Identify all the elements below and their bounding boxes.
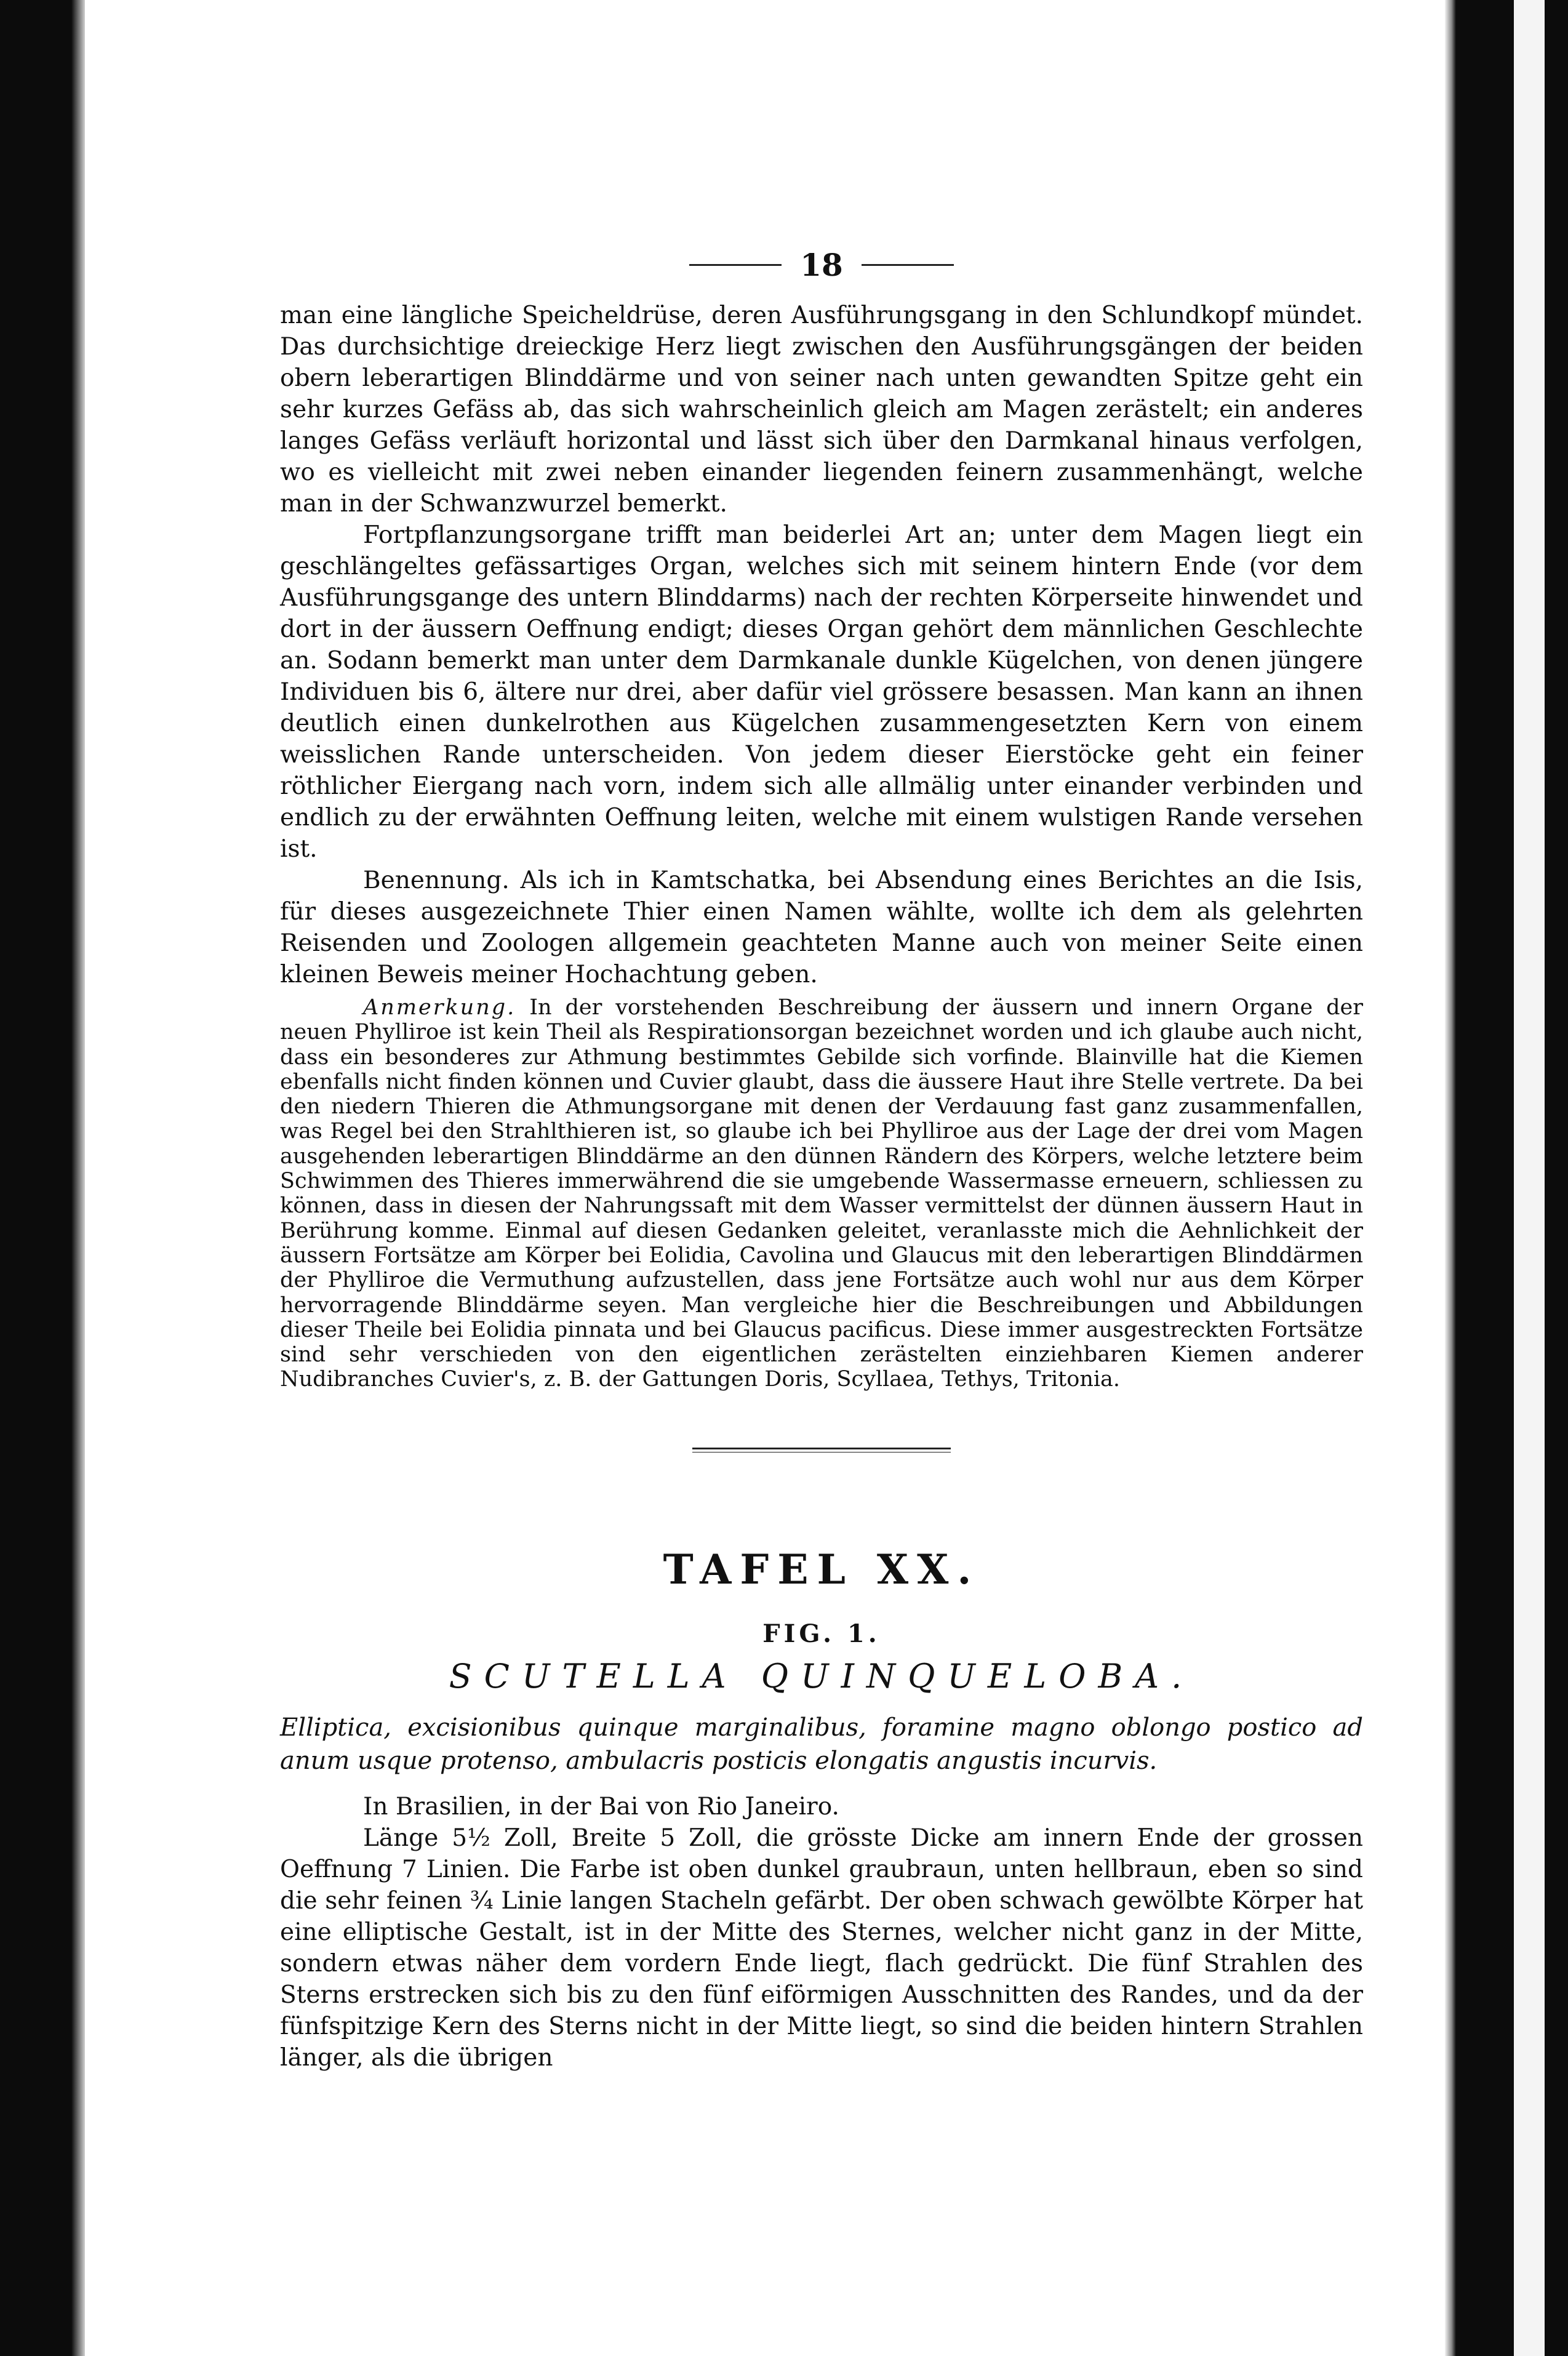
- locality: In Brasilien, in der Bai von Rio Janeiro.: [363, 1792, 839, 1821]
- footnote-block: [280, 995, 1363, 1392]
- body-text: [280, 300, 1363, 990]
- paragraph: Länge 5½ Zoll, Breite 5 Zoll, die grösste Dicke am innern Ende der grossen Oeffnung 7 Linien. Die Farbe ist oben dunkel graubraun, unten hellbraun, eben so sind die sehr feinen ¾ Linie langen Stacheln gefärbt. Der oben schwach gewölbte Körper hat eine elliptische Gestalt, ist in der Mitte des Sternes, welcher nicht ganz in der Mitte, sondern etwas näher dem vordern Ende liegt, flach gedrückt. Die fünf Strahlen des Sterns erstrecken sich bis zu den fünf eiförmigen Ausschnitten des Randes, und da der fünfspitzige Kern des Sterns nicht in der Mitte liegt, so sind die beiden hintern Strahlen länger, als die übrigen: [280, 1824, 1363, 2072]
- paragraph: Fortpflanzungsorgane trifft man beiderlei Art an; unter dem Magen liegt ein geschlängeltes gefässartiges Organ, welches sich mit seinem hintern Ende (vor dem Ausführungsgange des untern Blinddarms) nach der rechten Körperseite hinwendet und dort in der äussern Oeffnung endigt; dieses Organ gehört dem männlichen Geschlechte an. Sodann bemerkt man unter dem Darmkanale dunkle Kügelchen, von denen jüngere Individuen bis 6, ältere nur drei, aber dafür viel grössere besassen. Man kann an ihnen deutlich einen dunkelrothen aus Kügelchen zusammengesetzten Kern von einem weisslichen Rande unterscheiden. Von jedem dieser Eierstöcke geht ein feiner röthlicher Eiergang nach vorn, indem sich alle allmälig unter einander verbinden und endlich zu der erwähnten Oeffnung leiten, welche mit einem wulstigen Rande versehen ist.: [280, 521, 1363, 863]
- plate-title: TAFEL XX.: [663, 1545, 980, 1593]
- header-rule-left: [689, 264, 782, 266]
- page-header: [280, 243, 1363, 286]
- paragraph: Benennung. Als ich in Kamtschatka, bei Absendung eines Berichtes an die Isis, für dieses ausgezeichnete Thier einen Namen wählte, wollte ich dem als gelehrten Reisenden und Zoologen allgemein geachteten Manne auch von meiner Seite einen kleinen Beweis meiner Hochachtung geben.: [280, 867, 1363, 988]
- species-name: SCUTELLA QUINQUELOBA.: [449, 1656, 1194, 1696]
- species-description: [280, 1791, 1363, 2074]
- section-divider: [692, 1448, 951, 1452]
- header-rule-right: [862, 264, 954, 266]
- footnote-text: In der vorstehenden Beschreibung der äussern und innern Organe der neuen Phylliroe ist kein Theil als Respirationsorgan bezeichnet worden und ich glaube auch nicht, dass ein besonderes zur Athmung bestimmtes Gebilde sich vorfinde. Blainville hat die Kiemen ebenfalls nicht finden können und Cuvier glaubt, dass die äussere Haut ihre Stelle vertrete. Da bei den niedern Thieren die Athmungsorgane mit denen der Verdauung fast ganz zusammenfallen, was Regel bei den Strahlthieren ist, so glaube ich bei Phylliroe aus der Lage der drei vom Magen ausgehenden leberartigen Blinddärme an den dünnen Rändern des Körpers, welche letztere beim Schwimmen des Thieres immerwährend die sie umgebende Wassermasse erneuern, schliessen zu können, dass in diesen der Nahrungssaft mit dem Wasser vermittelst der dünnen äussern Haut in Berührung komme. Einmal auf diesen Gedanken geleitet, veranlasste mich die Aehnlichkeit der äussern Fortsätze am Körper bei Eolidia, Cavolina und Glaucus mit den leberartigen Blinddärmen der Phylliroe die Vermuthung aufzustellen, dass jene Fortsätze auch wohl nur aus dem Körper hervorragende Blinddärme seyen. Man vergleiche hier die Beschreibungen und Abbildungen dieser Theile bei Eolidia pinnata und bei Glaucus pacificus. Diese immer ausgestreckten Fortsätze sind sehr verschieden von den eigentlichen zerästelten einziehbaren Kiemen anderer Nudibranches Cuvier's, z. B. der Gattungen Doris, Scyllaea, Tethys, Tritonia.: [280, 995, 1363, 1392]
- footnote: [280, 995, 1363, 1392]
- scan-edge-strip: [1514, 0, 1545, 2356]
- page-number: 18: [800, 246, 843, 283]
- document-page: [280, 243, 1363, 2074]
- footnote-label: Anmerkung.: [363, 995, 516, 1020]
- paragraph: man eine längliche Speicheldrüse, deren Ausführungsgang in den Schlundkopf mündet. Das durchsichtige dreieckige Herz liegt zwischen den Ausführungsgängen der beiden obern leberartigen Blinddärme und von seiner nach unten gewandten Spitze geht ein sehr kurzes Gefäss ab, das sich wahrscheinlich gleich am Magen zerästelt; ein anderes langes Gefäss verläuft horizontal und lässt sich über den Darmkanal hinaus verfolgen, wo es vielleicht mit zwei neben einander liegenden feinern zusammenhängt, welche man in der Schwanzwurzel bemerkt.: [280, 302, 1363, 518]
- scan-border-right: [1445, 0, 1568, 2356]
- scan-border-left: [0, 0, 85, 2356]
- latin-diagnosis: Elliptica, excisionibus quinque marginalibus, foramine magno oblongo postico ad anum usque protenso, ambulacris posticis elongatis angustis incurvis.: [280, 1713, 1363, 1775]
- figure-label: FIG. 1.: [762, 1619, 881, 1648]
